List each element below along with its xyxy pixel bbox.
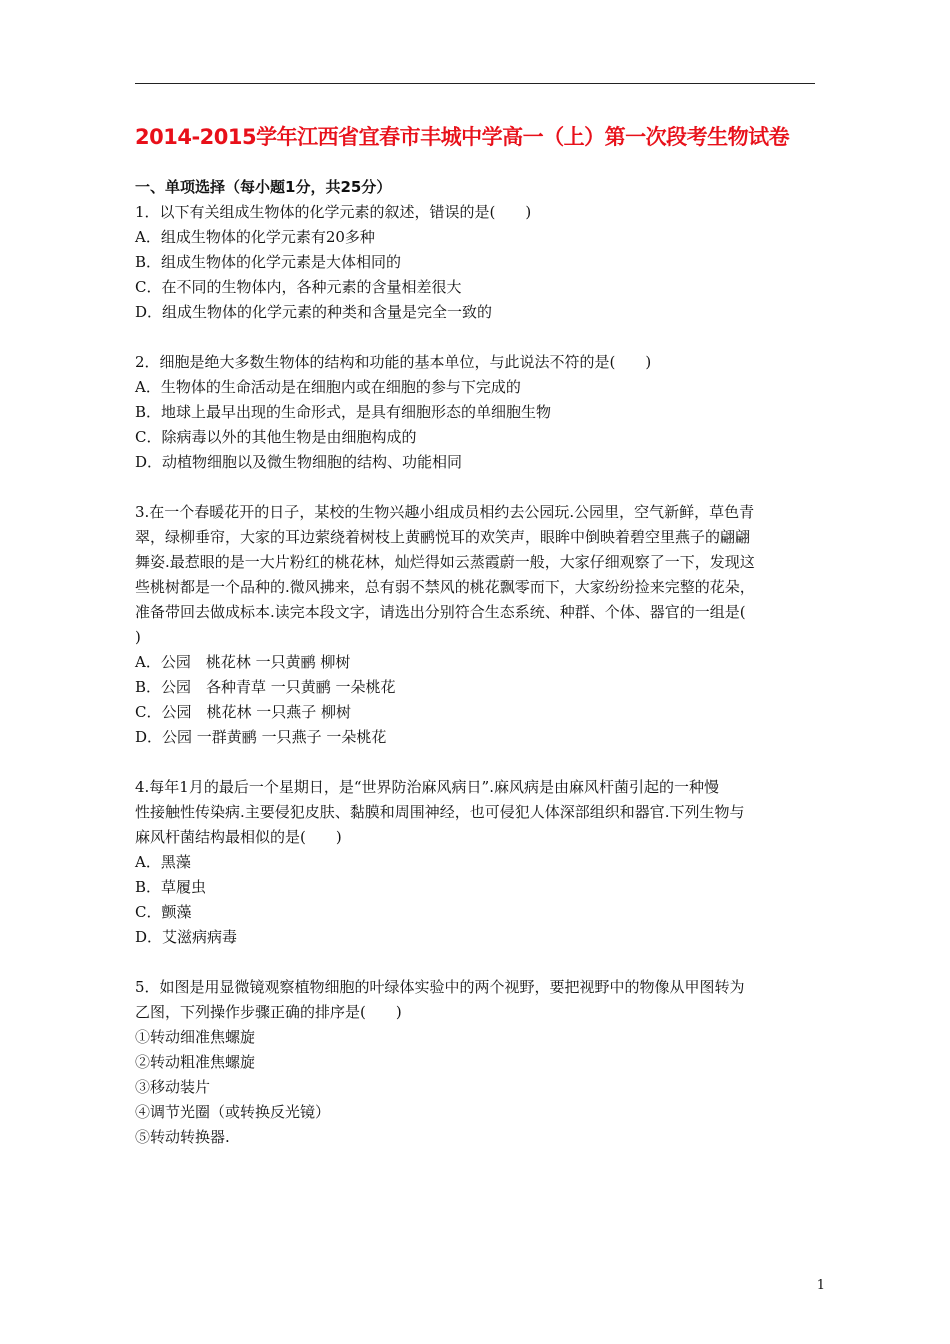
question-stem-line: 4.每年1月的最后一个星期日，是“世界防治麻风病日”.麻风病是由麻风杆菌引起的一种慢 xyxy=(135,778,719,796)
header-rule xyxy=(135,83,815,84)
question-4 xyxy=(135,775,817,950)
step-4: ④调节光圈（或转换反光镜） xyxy=(135,1103,331,1121)
exam-content xyxy=(135,175,817,1150)
question-stem: 2．细胞是绝大多数生物体的结构和功能的基本单位，与此说法不符的是( ) xyxy=(135,353,652,371)
question-3 xyxy=(135,500,817,750)
option-d: D．艾滋病病毒 xyxy=(135,928,238,946)
question-stem-line: ) xyxy=(135,628,141,646)
question-spacer xyxy=(135,950,817,975)
question-stem-line: 乙图，下列操作步骤正确的排序是( ) xyxy=(135,1003,402,1021)
question-stem-line: 3.在一个春暖花开的日子，某校的生物兴趣小组成员相约去公园玩.公园里，空气新鲜，草色青 xyxy=(135,503,755,521)
option-c: C．在不同的生物体内，各种元素的含量相差很大 xyxy=(135,278,462,296)
step-3: ③移动装片 xyxy=(135,1078,211,1096)
page-number: 1 xyxy=(816,1278,825,1293)
step-1: ①转动细准焦螺旋 xyxy=(135,1028,256,1046)
section-heading: 一、单项选择（每小题1分，共25分） xyxy=(135,178,392,196)
option-a: A．黑藻 xyxy=(135,853,191,871)
question-stem-line: 麻风杆菌结构最相似的是( ) xyxy=(135,828,342,846)
question-1 xyxy=(135,200,817,325)
option-a: A．公园 桃花林 一只黄鹂 柳树 xyxy=(135,653,351,671)
question-stem: 1．以下有关组成生物体的化学元素的叙述，错误的是( ) xyxy=(135,203,532,221)
question-stem-line: 些桃树都是一个品种的.微风拂来，总有弱不禁风的桃花飘零而下，大家纷纷捡来完整的花朵， xyxy=(135,578,755,596)
question-stem-line: 翠，绿柳垂帘，大家的耳边萦绕着树枝上黄鹂悦耳的欢笑声，眼眸中倒映着碧空里燕子的翩翩 xyxy=(135,528,751,546)
option-c: C．颤藻 xyxy=(135,903,192,921)
question-spacer xyxy=(135,325,817,350)
option-a: A．生物体的生命活动是在细胞内或在细胞的参与下完成的 xyxy=(135,378,521,396)
option-b: B．公园 各种青草 一只黄鹂 一朵桃花 xyxy=(135,678,396,696)
question-2 xyxy=(135,350,817,475)
document-title: 2014-2015学年江西省宜春市丰城中学高一（上）第一次段考生物试卷 xyxy=(135,125,790,149)
step-2: ②转动粗准焦螺旋 xyxy=(135,1053,256,1071)
option-c: C．公园 桃花林 一只燕子 柳树 xyxy=(135,703,352,721)
option-d: D．组成生物体的化学元素的种类和含量是完全一致的 xyxy=(135,303,493,321)
question-stem-line: 5．如图是用显微镜观察植物细胞的叶绿体实验中的两个视野，要把视野中的物像从甲图转为 xyxy=(135,978,745,996)
question-stem-line: 舞姿.最惹眼的是一大片粉红的桃花林，灿烂得如云蒸霞蔚一般，大家仔细观察了一下，发现这 xyxy=(135,553,755,571)
option-d: D．动植物细胞以及微生物细胞的结构、功能相同 xyxy=(135,453,463,471)
question-stem-line: 性接触性传染病.主要侵犯皮肤、黏膜和周围神经，也可侵犯人体深部组织和器官.下列生物与 xyxy=(135,803,745,821)
option-c: C．除病毒以外的其他生物是由细胞构成的 xyxy=(135,428,417,446)
option-b: B．地球上最早出现的生命形式，是具有细胞形态的单细胞生物 xyxy=(135,403,552,421)
question-stem-line: 准备带回去做成标本.读完本段文字，请选出分别符合生态系统、种群、个体、器官的一组是( xyxy=(135,603,746,621)
option-b: B．草履虫 xyxy=(135,878,207,896)
question-spacer xyxy=(135,750,817,775)
option-d: D．公园 一群黄鹂 一只燕子 一朵桃花 xyxy=(135,728,387,746)
option-a: A．组成生物体的化学元素有20多种 xyxy=(135,228,375,246)
step-5: ⑤转动转换器. xyxy=(135,1128,230,1146)
question-5 xyxy=(135,975,817,1150)
question-spacer xyxy=(135,475,817,500)
option-b: B．组成生物体的化学元素是大体相同的 xyxy=(135,253,402,271)
